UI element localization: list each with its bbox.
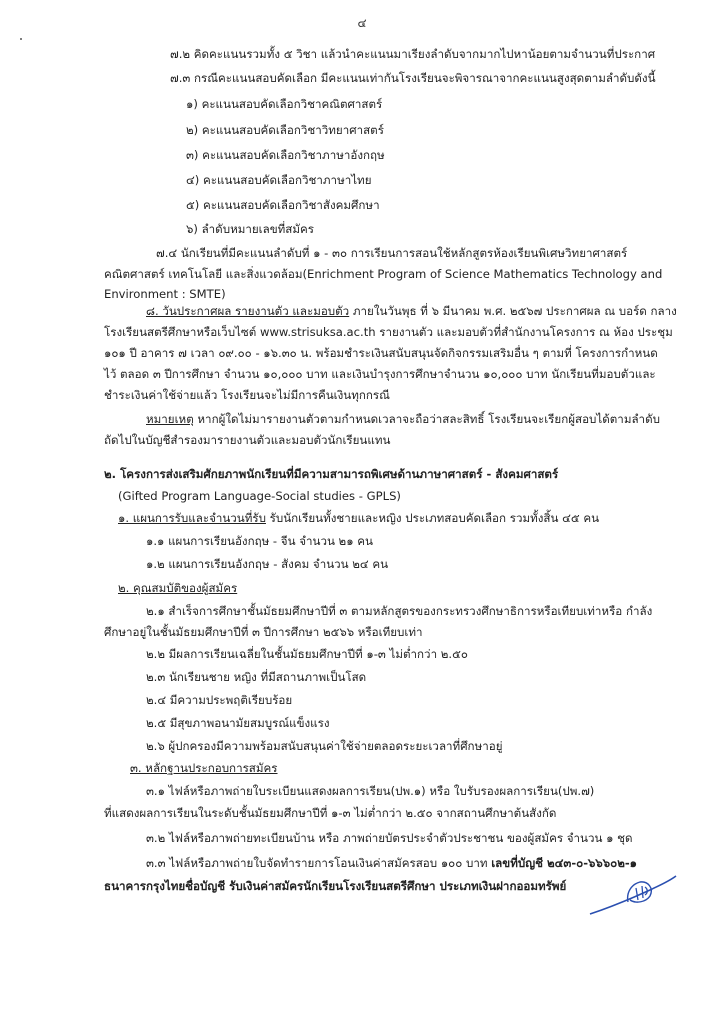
- part-1-1: ๑.๑ แผนการเรียนอังกฤษ - จีน จำนวน ๒๑ คน: [146, 534, 373, 548]
- part-2-1-line2: ศึกษาอยู่ในชั้นมัธยมศึกษาปีที่ ๓ ปีการศึกษา ๒๕๖๖ หรือเทียบเท่า: [104, 625, 423, 639]
- page-number: ๔: [357, 16, 367, 30]
- item-7-4-line1: ๗.๔ นักเรียนที่มีคะแนนลำดับที่ ๑ - ๓๐ การเรียนการสอนใช้หลักสูตรห้องเรียนพิเศษวิทยาศาสตร์: [156, 246, 628, 260]
- part-2-6: ๒.๖ ผู้ปกครองมีความพร้อมสนับสนุนค่าใช้จ่ายตลอดระยะเวลาที่ศึกษาอยู่: [146, 739, 503, 753]
- part-3-3-line2: ธนาคารกรุงไทยชื่อบัญชี รับเงินค่าสมัครนักเรียนโรงเรียนสตรีศึกษา ประเภทเงินฝากออมทรัพย์: [104, 879, 567, 893]
- sub-item-1: ๑) คะแนนสอบคัดเลือกวิชาคณิตศาสตร์: [186, 97, 383, 111]
- item-7-4-line3: Environment : SMTE): [104, 287, 226, 301]
- sub-item-3: ๓) คะแนนสอบคัดเลือกวิชาภาษาอังกฤษ: [186, 148, 385, 162]
- section-2-subtitle: (Gifted Program Language-Social studies - GPLS): [118, 489, 401, 503]
- part-2-2: ๒.๒ มีผลการเรียนเฉลี่ยในชั้นมัธยมศึกษาปีที่ ๑-๓ ไม่ต่ำกว่า ๒.๕๐: [146, 647, 468, 661]
- part-2-heading-line: [118, 580, 237, 596]
- part-3-3-text: ๓.๓ ไฟล์หรือภาพถ่ายใบจัดทำรายการโอนเงินค่าสมัครสอบ ๑๐๐ บาท: [146, 856, 492, 870]
- part-2-heading: ๒. คุณสมบัติของผู้สมัคร: [118, 581, 238, 595]
- part-1-text: รับนักเรียนทั้งชายและหญิง ประเภทสอบคัดเลือก รวมทั้งสิ้น ๔๕ คน: [265, 511, 600, 525]
- item-8-line1: [146, 303, 677, 319]
- sub-item-4: ๔) คะแนนสอบคัดเลือกวิชาภาษาไทย: [186, 173, 372, 187]
- note-line2: ถัดไปในบัญชีสำรองมารายงานตัวและมอบตัวนักเรียนแทน: [104, 433, 391, 447]
- item-8-text: ภายในวันพุธ ที่ ๖ มีนาคม พ.ศ. ๒๕๖๗ ประกาศผล ณ บอร์ด กลาง: [349, 304, 677, 318]
- part-2-1-line1: ๒.๑ สำเร็จการศึกษาชั้นมัธยมศึกษาปีที่ ๓ ตามหลักสูตรของกระทรวงศึกษาธิการหรือเทียบเท่าหรือ กำลัง: [146, 604, 653, 618]
- part-2-5: ๒.๕ มีสุขภาพอนามัยสมบูรณ์แข็งแรง: [146, 716, 330, 730]
- item-7-2: ๗.๒ คิดคะแนนรวมทั้ง ๕ วิชา แล้วนำคะแนนมาเรียงลำดับจากมากไปหาน้อยตามจำนวนที่ประกาศ: [170, 47, 656, 61]
- part-1-2: ๑.๒ แผนการเรียนอังกฤษ - สังคม จำนวน ๒๔ คน: [146, 557, 389, 571]
- sub-item-5: ๕) คะแนนสอบคัดเลือกวิชาสังคมศึกษา: [186, 198, 380, 212]
- item-7-4-line2: คณิตศาสตร์ เทคโนโลยี และสิ่งแวดล้อม(Enrichment Program of Science Mathematics Technology and: [104, 267, 663, 281]
- bank-account-number: เลขที่บัญชี ๒๔๓-๐-๖๖๖๐๒-๑: [491, 856, 638, 870]
- note-text: หากผู้ใดไม่มารายงานตัวตามกำหนดเวลาจะถือว่าสละสิทธิ์ โรงเรียนจะเรียกผู้สอบได้ตามลำดับ: [193, 412, 660, 426]
- scan-speck: [20, 38, 22, 40]
- part-3-heading-line: [130, 760, 278, 776]
- note-line1: [146, 411, 660, 427]
- part-2-4: ๒.๔ มีความประพฤติเรียบร้อย: [146, 693, 293, 707]
- part-3-1-line1: ๓.๑ ไฟล์หรือภาพถ่ายใบระเบียนแสดงผลการเรียน(ปพ.๑) หรือ ใบรับรองผลการเรียน(ปพ.๗): [146, 784, 595, 798]
- item-8-heading: ๘. วันประกาศผล รายงานตัว และมอบตัว: [146, 304, 350, 318]
- section-2-title: ๒. โครงการส่งเสริมศักยภาพนักเรียนที่มีความสามารถพิเศษด้านภาษาศาสตร์ - สังคมศาสตร์: [104, 467, 559, 481]
- signature-mark: [588, 862, 678, 922]
- item-7-3: ๗.๓ กรณีคะแนนสอบคัดเลือก มีคะแนนเท่ากันโรงเรียนจะพิจารณาจากคะแนนสูงสุดตามลำดับดังนี้: [170, 71, 656, 85]
- sub-item-6: ๖) ลำดับหมายเลขที่สมัคร: [186, 222, 314, 236]
- part-1-heading: ๑. แผนการรับและจำนวนที่รับ: [118, 511, 266, 525]
- item-8-line5: ชำระเงินค่าใช้จ่ายแล้ว โรงเรียนจะไม่มีการคืนเงินทุกกรณี: [104, 388, 390, 402]
- item-8-line4: ไว้ ตลอด ๓ ปีการศึกษา จำนวน ๑๐,๐๐๐ บาท และเงินบำรุงการศึกษาจำนวน ๑๐,๐๐๐ บาท นักเรียนที่มอบตัวและ: [104, 367, 656, 381]
- part-3-1-line2: ที่แสดงผลการเรียนในระดับชั้นมัธยมศึกษาปีที่ ๑-๓ ไม่ต่ำกว่า ๒.๕๐ จากสถานศึกษาต้นสังกัด: [104, 806, 557, 820]
- part-1-line: [118, 510, 599, 526]
- part-2-3: ๒.๓ นักเรียนชาย หญิง ที่มีสถานภาพเป็นโสด: [146, 670, 367, 684]
- item-8-line3: ๑๐๑ ปี อาคาร ๗ เวลา ๐๙.๐๐ - ๑๖.๓๐ น. พร้อมชำระเงินสนับสนุนจัดกิจกรรมเสริมอื่น ๆ ตามที่ โครงการกำหนด: [104, 346, 658, 360]
- part-3-2: ๓.๒ ไฟล์หรือภาพถ่ายทะเบียนบ้าน หรือ ภาพถ่ายบัตรประจำตัวประชาชน ของผู้สมัคร จำนวน ๑ ชุด: [146, 831, 633, 845]
- sub-item-2: ๒) คะแนนสอบคัดเลือกวิชาวิทยาศาสตร์: [186, 123, 384, 137]
- part-3-3-line1: [146, 855, 637, 871]
- part-3-heading: ๓. หลักฐานประกอบการสมัคร: [130, 761, 278, 775]
- note-heading: หมายเหตุ: [146, 412, 194, 426]
- item-8-line2: โรงเรียนสตรีศึกษาหรือเว็บไซต์ www.strisuksa.ac.th รายงานตัว และมอบตัวที่สำนักงานโครงการ ณ ห้อง ประชุม: [104, 325, 673, 339]
